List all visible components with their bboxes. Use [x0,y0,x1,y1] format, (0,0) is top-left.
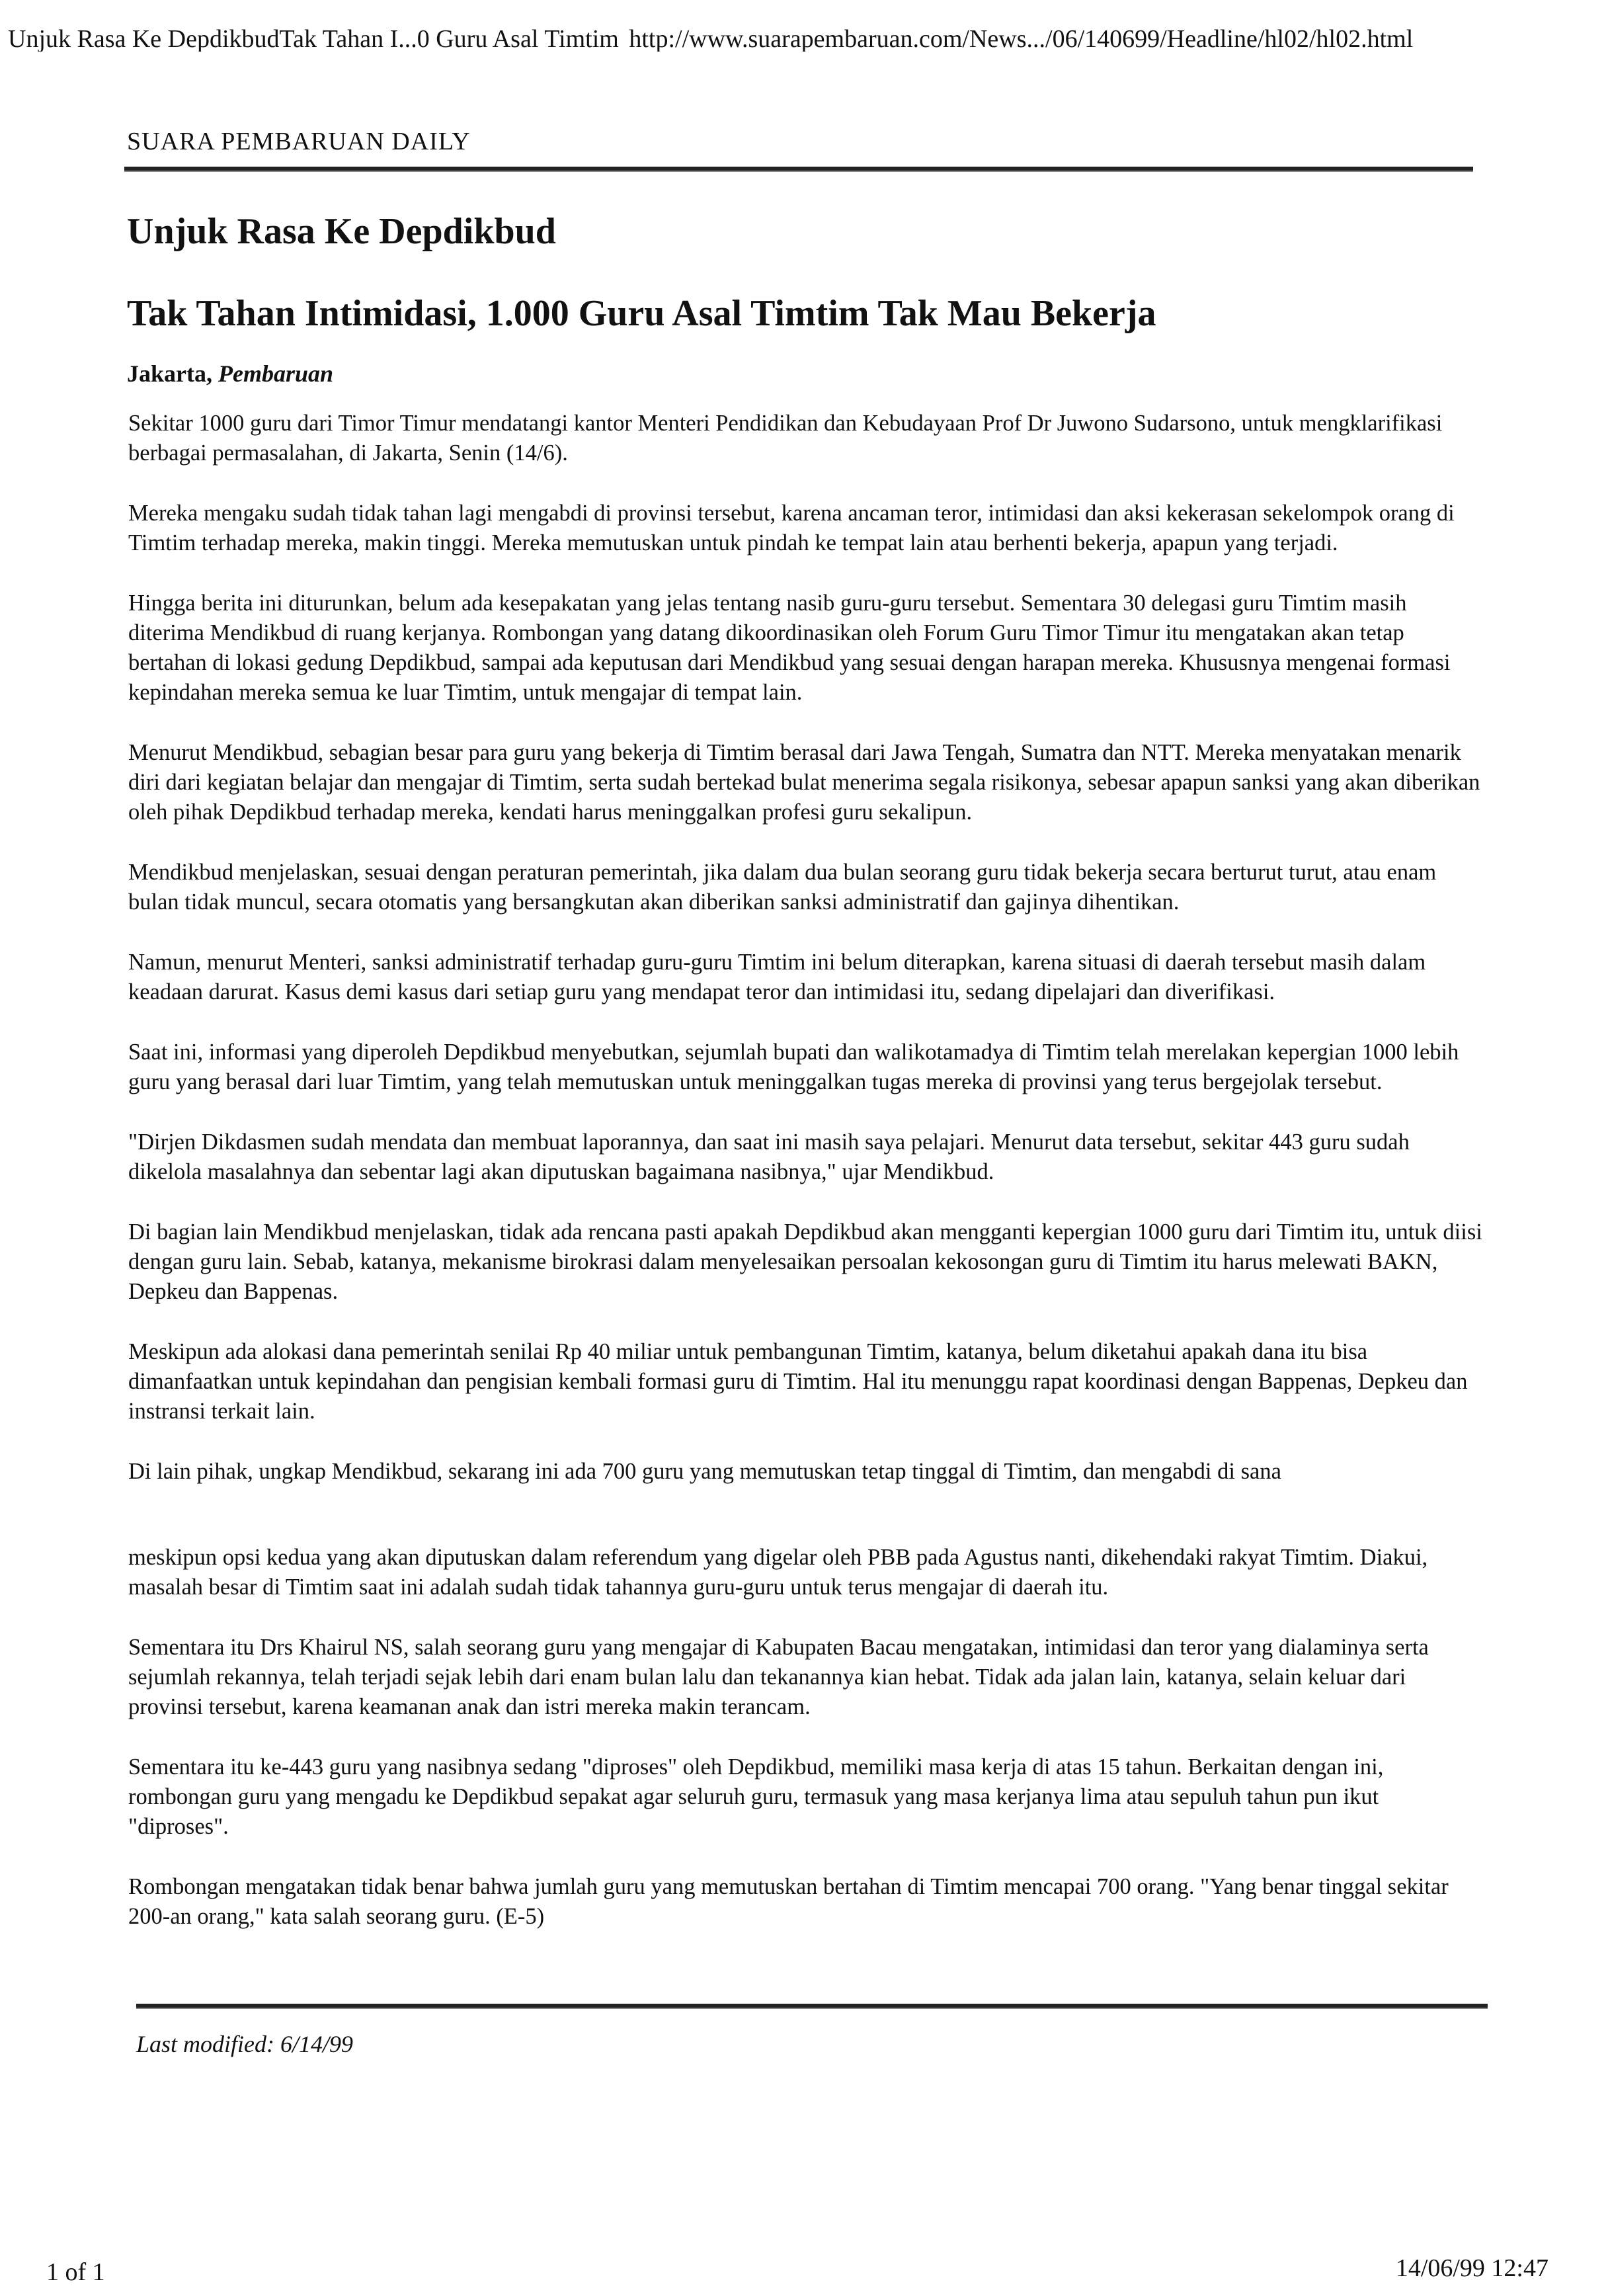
print-header [8,26,1595,52]
article-paragraph: Saat ini, informasi yang diperoleh Depdikbud menyebutkan, sejumlah bupati dan walikotamadya di Timtim telah merelakan kepergian 1000 lebih guru yang berasal dari luar Timtim, yang telah memutuskan untuk meninggalkan tugas mereka di provinsi yang terus bergejolak tersebut. [128,1040,1459,1094]
article-paragraph: Namun, menurut Menteri, sanksi administratif terhadap guru-guru Timtim ini belum diterapkan, karena situasi di daerah tersebut masih dalam keadaan darurat. Kasus demi kasus dari setiap guru yang mendapat teror dan intimidasi itu, sedang dipelajari dan diverifikasi. [128,950,1426,1004]
bottom-divider [136,2004,1488,2009]
article-paragraph: Menurut Mendikbud, sebagian besar para guru yang bekerja di Timtim berasal dari Jawa Tengah, Sumatra dan NTT. Mereka menyatakan menarik diri dari kegiatan belajar dan mengajar di Timtim, serta sudah bertekad bulat menerima segala risikonya, sebesar apapun sanksi yang akan diberikan oleh pihak Depdikbud terhadap mereka, kendati harus meninggalkan profesi guru sekalipun. [128,740,1480,825]
dateline-source: Pembaruan [218,360,334,387]
article-paragraph: Meskipun ada alokasi dana pemerintah senilai Rp 40 miliar untuk pembangunan Timtim, katanya, belum diketahui apakah dana itu bisa dimanfaatkan untuk kepindahan dan pengisian kembali formasi guru di Timtim. Hal itu menunggu rapat koordinasi dengan Bappenas, Depkeu dan instransi terkait lain. [128,1339,1468,1424]
top-divider [124,167,1473,172]
article-paragraph: Sekitar 1000 guru dari Timor Timur mendatangi kantor Menteri Pendidikan dan Kebudayaan Prof Dr Juwono Sudarsono, untuk mengklarifikasi berbagai permasalahan, di Jakarta, Senin (14/6). [128,411,1443,466]
article-paragraph: Di lain pihak, ungkap Mendikbud, sekarang ini ada 700 guru yang memutuskan tetap tinggal di Timtim, dan mengabdi di sana [128,1459,1281,1484]
article-paragraph: Mendikbud menjelaskan, sesuai dengan peraturan pemerintah, jika dalam dua bulan seorang guru tidak bekerja secara berturut turut, atau enam bulan tidak muncul, secara otomatis yang bersangkutan akan diberikan sanksi administratif dan gajinya dihentikan. [128,860,1437,915]
article-paragraph: Di bagian lain Mendikbud menjelaskan, tidak ada rencana pasti apakah Depdikbud akan mengganti kepergian 1000 guru dari Timtim itu, untuk diisi dengan guru lain. Sebab, katanya, mekanisme birokrasi dalam menyelesaikan persoalan kekosongan guru di Timtim itu harus melewati BAKN, Depkeu dan Bappenas. [128,1219,1482,1304]
article-paragraph: Sementara itu ke-443 guru yang nasibnya sedang "diproses" oleh Depdikbud, memiliki masa kerja di atas 15 tahun. Berkaitan dengan ini, rombongan guru yang mengadu ke Depdikbud sepakat agar seluruh guru, termasuk yang masa kerjanya lima atau sepuluh tahun pun ikut "diproses". [128,1754,1384,1839]
print-header-url: http://www.suarapembaruan.com/News.../06/140699/Headline/hl02/hl02.html [629,26,1414,52]
print-timestamp: 14/06/99 12:47 [1395,2254,1548,2282]
article-paragraph: Mereka mengaku sudah tidak tahan lagi mengabdi di provinsi tersebut, karena ancaman teror, intimidasi dan aksi kekerasan sekelompok orang di Timtim terhadap mereka, makin tinggi. Mereka memutuskan untuk pindah ke tempat lain atau berhenti bekerja, apapun yang terjadi. [128,501,1455,555]
article-paragraph: Rombongan mengatakan tidak benar bahwa jumlah guru yang memutuskan bertahan di Timtim mencapai 700 orang. "Yang benar tinggal sekitar 200-an orang," kata salah seorang guru. (E-5) [128,1874,1449,1929]
headline-kicker: Unjuk Rasa Ke Depdikbud [127,211,556,252]
article-paragraph: "Dirjen Dikdasmen sudah mendata dan membuat laporannya, dan saat ini masih saya pelajari. Menurut data tersebut, sekitar 443 guru sudah dikelola masalahnya dan sebentar lagi akan diputuskan bagaimana nasibnya," ujar Mendikbud. [128,1129,1410,1184]
article-paragraph: Hingga berita ini diturunkan, belum ada kesepakatan yang jelas tentang nasib guru-guru tersebut. Sementara 30 delegasi guru Timtim masih diterima Mendikbud di ruang kerjanya. Rombongan yang datang dikoordinasikan oleh Forum Guru Timor Timur itu mengatakan akan tetap bertahan di lokasi gedung Depdikbud, sampai ada keputusan dari Mendikbud yang sesuai dengan harapan mereka. Khususnya mengenai formasi kepindahan mereka semua ke luar Timtim, untuk mengajar di tempat lain. [128,591,1451,705]
dateline [127,360,333,388]
headline-main: Tak Tahan Intimidasi, 1.000 Guru Asal Timtim Tak Mau Bekerja [127,293,1156,334]
masthead: SUARA PEMBARUAN DAILY [127,128,471,155]
last-modified: Last modified: 6/14/99 [136,2031,354,2057]
article-body [128,409,1484,1962]
article-paragraph: Sementara itu Drs Khairul NS, salah seorang guru yang mengajar di Kabupaten Bacau mengatakan, intimidasi dan teror yang dialaminya serta sejumlah rekannya, telah terjadi sejak lebih dari enam bulan lalu dan tekanannya kian hebat. Tidak ada jalan lain, katanya, selain keluar dari provinsi tersebut, karena keamanan anak dan istri mereka makin terancam. [128,1635,1429,1719]
article-paragraph: meskipun opsi kedua yang akan diputuskan dalam referendum yang digelar oleh PBB pada Agustus nanti, dikehendaki rakyat Timtim. Diakui, masalah besar di Timtim saat ini adalah sudah tidak tahannya guru-guru untuk terus mengajar di daerah itu. [128,1545,1428,1600]
print-header-title: Unjuk Rasa Ke DepdikbudTak Tahan I...0 Guru Asal Timtim [8,26,619,52]
dateline-place: Jakarta, [127,360,212,387]
page-count: 1 of 1 [46,2258,105,2286]
